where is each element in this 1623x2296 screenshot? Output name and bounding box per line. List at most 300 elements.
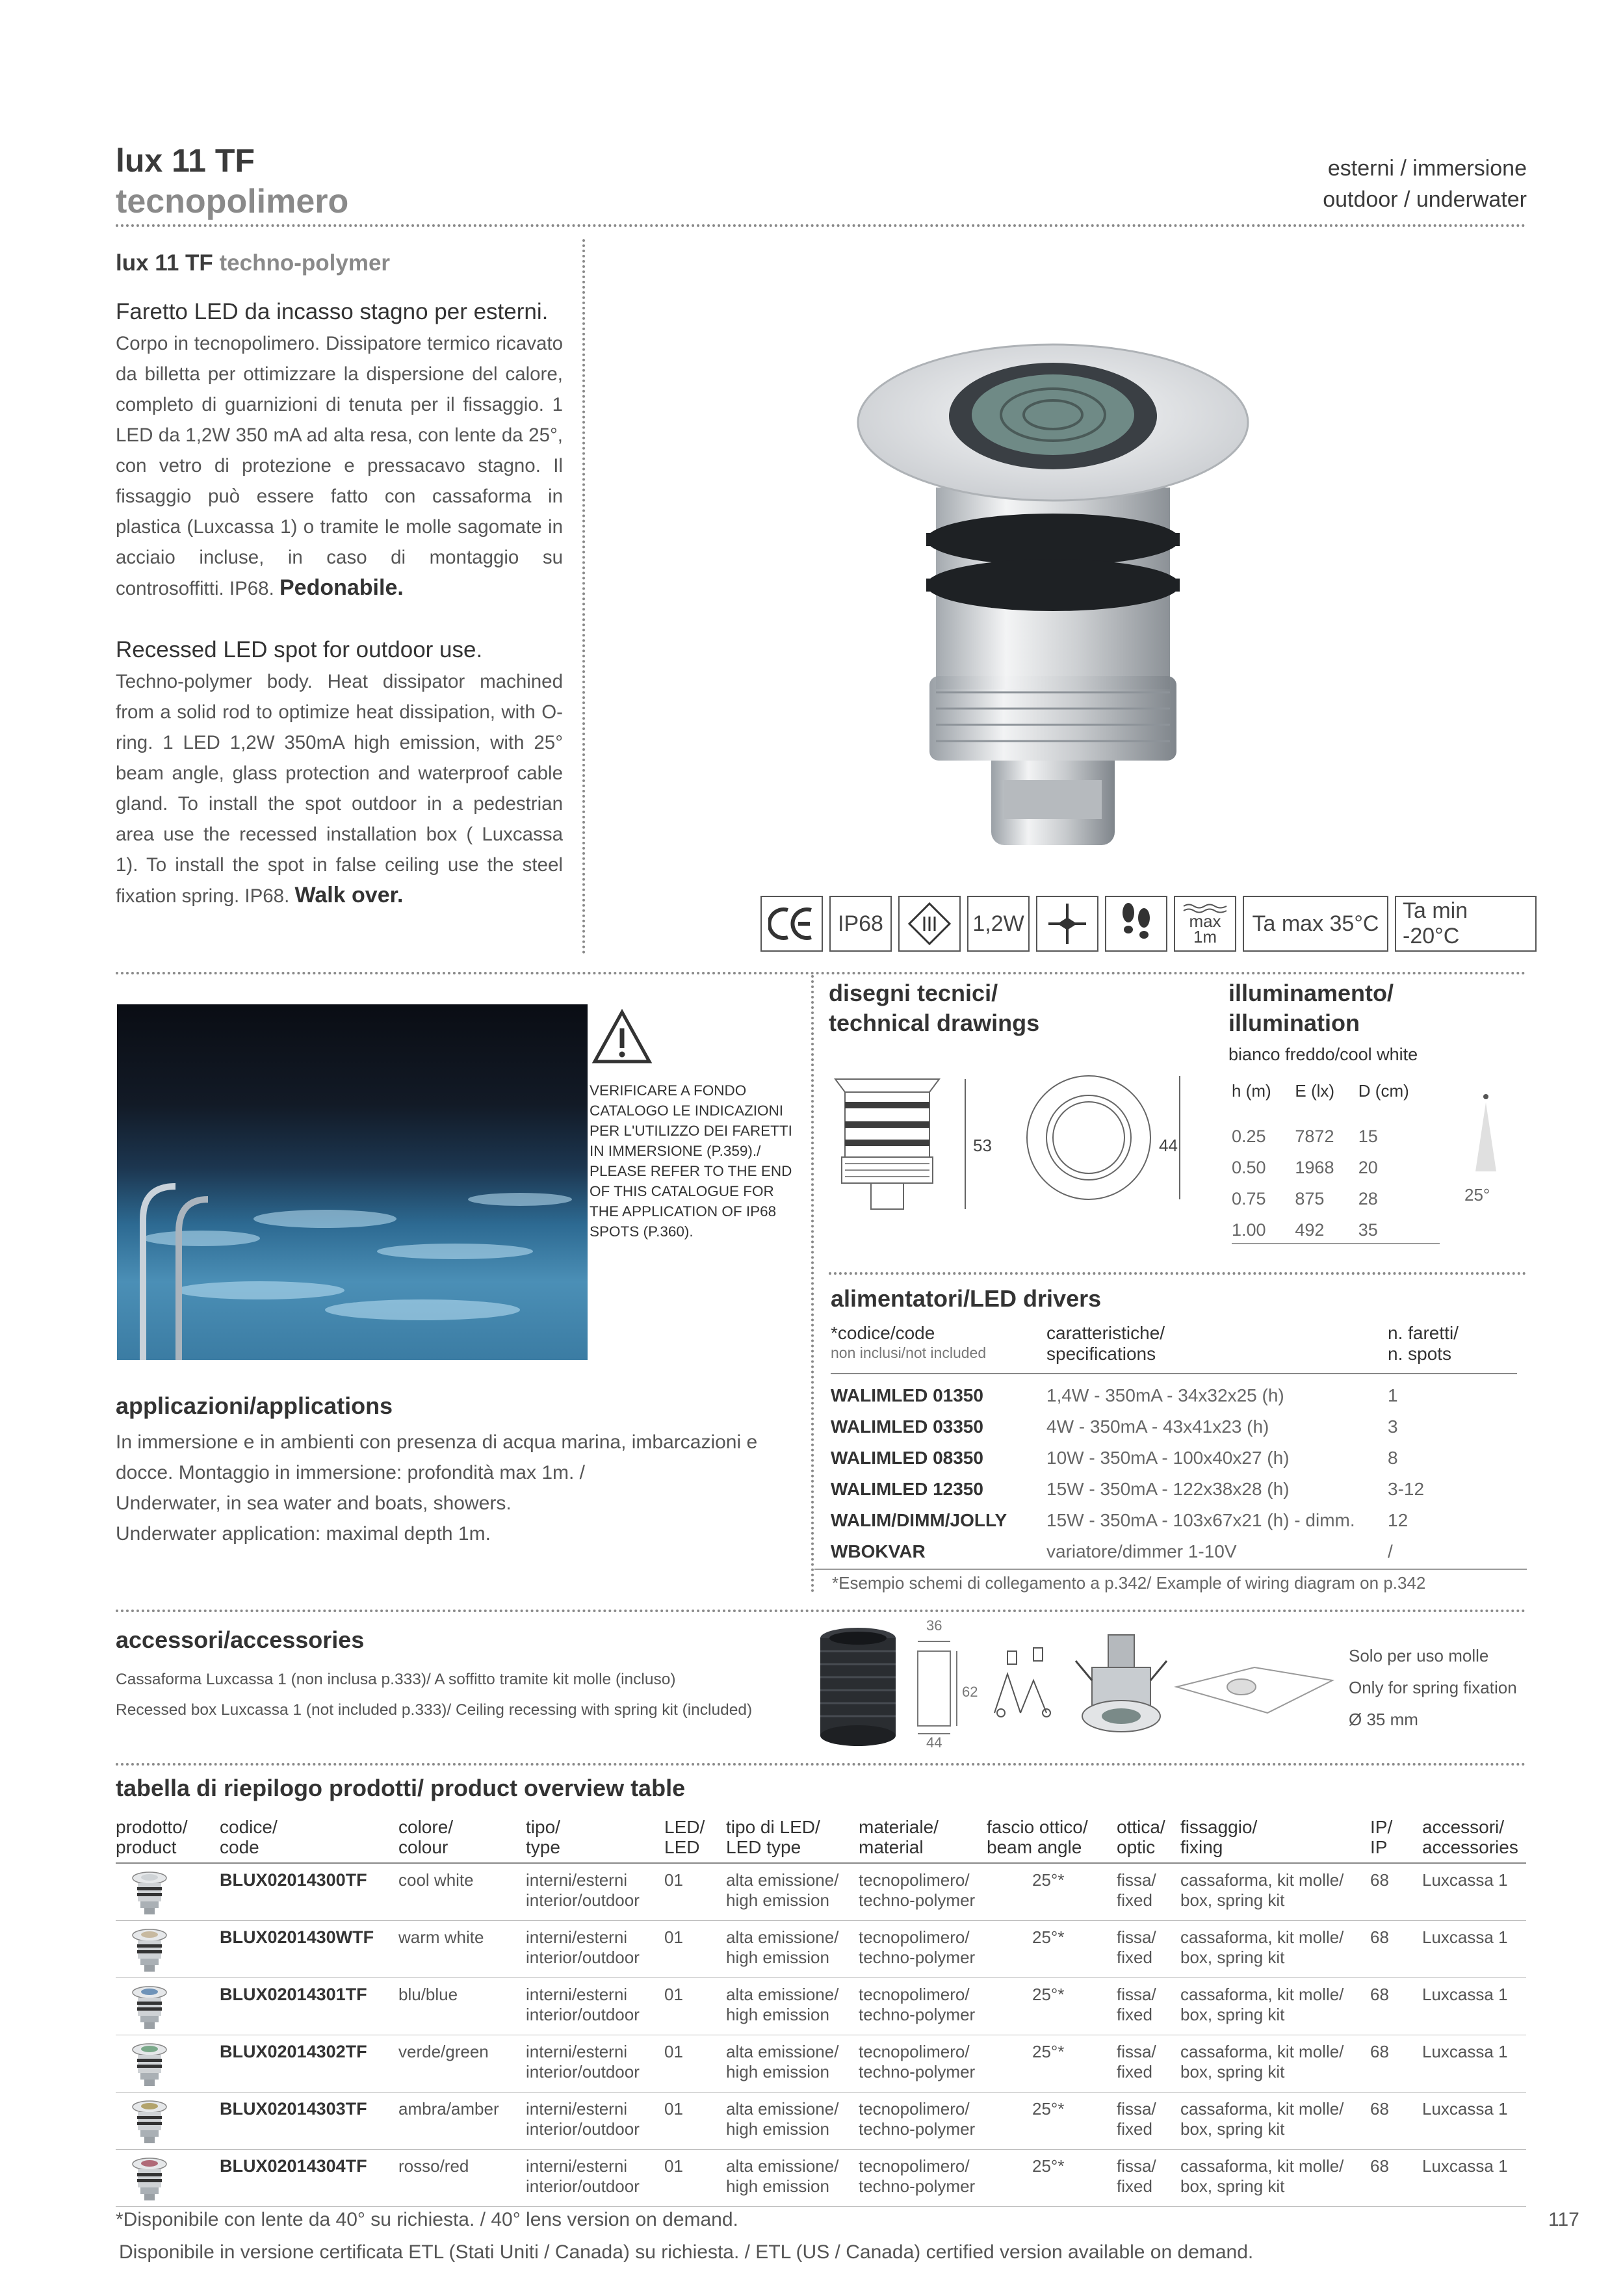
cell-line: interior/outdoor: [526, 1890, 640, 1910]
recessed-install-icon: [1036, 896, 1098, 952]
cell-line: cassaforma, kit molle/: [1180, 2042, 1344, 2061]
lens-swatch: [141, 2160, 158, 2167]
illumination-cell: 28: [1358, 1188, 1378, 1208]
drivers-header-spots-line: n. spots: [1388, 1344, 1452, 1364]
product-ip: 68: [1370, 2150, 1422, 2207]
cell-line: fixed: [1117, 2176, 1152, 2196]
drivers-footer-rule: [814, 1569, 1527, 1570]
product-optic: [1117, 1921, 1180, 1978]
product-led-count: 01: [664, 2035, 726, 2093]
accessories-line-en: Recessed box Luxcassa 1 (not included p.333)/ Ceiling recessing with spring kit (included): [116, 1701, 753, 1719]
driver-row: [831, 1536, 1517, 1567]
product-colour: rosso/red: [398, 2150, 526, 2207]
overview-header: [1117, 1817, 1180, 1863]
cell-line: fissa/: [1117, 2156, 1156, 2176]
footer-note-lens: *Disponibile con lente da 40° su richiesta. / 40° lens version on demand.: [116, 2209, 738, 2230]
overview-header: [526, 1817, 664, 1863]
header-divider: [116, 224, 1526, 227]
applications-line: Underwater, in sea water and boats, showers.: [116, 1493, 512, 1514]
overview-header-line: tipo/: [526, 1817, 560, 1837]
cell-line: fixed: [1117, 2119, 1152, 2139]
overview-header: [116, 1817, 220, 1863]
illumination-cell: 492: [1295, 1220, 1325, 1240]
driver-code: WALIMLED 01350: [831, 1385, 983, 1405]
table-row: [116, 1863, 1526, 1921]
illumination-row: [1232, 1214, 1440, 1246]
table-row: [116, 1978, 1526, 2035]
drivers-header-specs: [1046, 1323, 1165, 1364]
cell-line: cassaforma, kit molle/: [1180, 2156, 1344, 2176]
overview-header-line: LED/: [664, 1817, 705, 1837]
cell-line: high emission: [726, 1948, 829, 1967]
illumination-header: E (lx): [1295, 1080, 1335, 1101]
driver-spec: 15W - 350mA - 103x67x21 (h) - dimm.: [1046, 1510, 1355, 1530]
driver-spots: 3-12: [1388, 1479, 1425, 1499]
cell-line: fixed: [1117, 2005, 1152, 2024]
illumination-table: [1232, 1074, 1440, 1246]
accessory-note-line: Only for spring fixation: [1349, 1678, 1517, 1697]
product-fixing: [1180, 1978, 1370, 2035]
lens-swatch: [141, 1874, 158, 1881]
illumination-cell: 0.25: [1232, 1126, 1266, 1146]
cell-line: high emission: [726, 2062, 829, 2081]
footer-note-etl: Disponibile in versione certificata ETL (Stati Uniti / Canada) su richiesta. / ETL (US / Canada) certified version available on demand.: [119, 2241, 1254, 2263]
table-row: [116, 2093, 1526, 2150]
overview-header: [220, 1817, 398, 1863]
driver-code: WALIMLED 03350: [831, 1416, 983, 1437]
applications-title: applicazioni/applications: [116, 1392, 393, 1419]
ceiling-hole-drawing: [1176, 1667, 1332, 1713]
product-code: BLUX02014301TF: [220, 1978, 398, 2035]
cell-line: high emission: [726, 2119, 829, 2139]
product-thumbnail: [130, 2042, 169, 2087]
cell-line: interni/esterni: [526, 1985, 628, 2004]
accessory-dim-side: 62: [962, 1684, 978, 1700]
product-led-count: 01: [664, 2093, 726, 2150]
product-material: [859, 2035, 987, 2093]
page-number: 117: [1548, 2209, 1579, 2230]
cell-line: tecnopolimero/: [859, 1870, 970, 1890]
overview-header-line: fixing: [1180, 1837, 1223, 1857]
ta-min-badge: Ta min -20°C: [1395, 896, 1537, 952]
product-thumbnail: [130, 1927, 169, 1973]
drivers-header-rule: [831, 1373, 1517, 1374]
cell-line: high emission: [726, 2005, 829, 2024]
product-led-type: [726, 1921, 859, 1978]
illumination-cell: 1968: [1295, 1157, 1334, 1177]
cell-line: box, spring kit: [1180, 2176, 1285, 2196]
luxcassa-dimension-drawing: [918, 1641, 957, 1734]
product-ip: 68: [1370, 1921, 1422, 1978]
product-type: [526, 2150, 664, 2207]
cell-line: fissa/: [1117, 1870, 1156, 1890]
cell-line: fissa/: [1117, 1985, 1156, 2004]
product-accessories: Luxcassa 1: [1422, 2093, 1526, 2150]
cell-line: interni/esterni: [526, 1870, 628, 1890]
product-led-type: [726, 1978, 859, 2035]
applications-text: [116, 1427, 805, 1549]
product-code: BLUX02014302TF: [220, 2035, 398, 2093]
cell-line: tecnopolimero/: [859, 1927, 970, 1947]
product-material: [859, 1863, 987, 1921]
cell-line: interior/outdoor: [526, 2119, 640, 2139]
illumination-header: h (m): [1232, 1080, 1271, 1101]
product-led-count: 01: [664, 1921, 726, 1978]
spring-kit-image: [994, 1648, 1050, 1717]
description-it-end: Pedonabile.: [279, 575, 404, 600]
cell-line: alta emissione/: [726, 2099, 839, 2119]
driver-spec: 4W - 350mA - 43x41x23 (h): [1046, 1416, 1269, 1437]
cell-line: cassaforma, kit molle/: [1180, 1927, 1344, 1947]
product-accessories: Luxcassa 1: [1422, 1978, 1526, 2035]
applications-line: In immersione e in ambienti con presenza di acqua marina, imbarcazioni e docce. Montaggio in immersione: profondità max 1m. /: [116, 1431, 758, 1483]
product-optic: [1117, 2093, 1180, 2150]
product-optic: [1117, 2150, 1180, 2207]
drawing-flange: [835, 1079, 939, 1092]
cell-line: box, spring kit: [1180, 1948, 1285, 1967]
overview-header-line: colore/: [398, 1817, 454, 1837]
cell-line: cassaforma, kit molle/: [1180, 1870, 1344, 1890]
cell-line: interni/esterni: [526, 2099, 628, 2119]
accessory-dim-top: 36: [926, 1617, 942, 1634]
class-three-icon: [898, 896, 961, 952]
description-en-lead: Recessed LED spot for outdoor use.: [116, 637, 483, 662]
product-type: [526, 1921, 664, 1978]
cell-line: box, spring kit: [1180, 2005, 1285, 2024]
product-material-title: tecnopolimero: [116, 183, 349, 220]
product-fixing: [1180, 1863, 1370, 1921]
drivers-title: alimentatori/LED drivers: [831, 1285, 1102, 1312]
drivers-header-spots: [1388, 1323, 1459, 1364]
product-led-type: [726, 1863, 859, 1921]
product-optic: [1117, 1978, 1180, 2035]
driver-row: [831, 1442, 1517, 1474]
drawings-title: [829, 978, 1039, 1038]
overview-header-line: ottica/: [1117, 1817, 1165, 1837]
overview-header-line: IP/: [1370, 1817, 1393, 1837]
product-code: BLUX02014300TF: [220, 1863, 398, 1921]
subtitle-grey: techno-polymer: [219, 250, 391, 276]
accessory-dim-bottom: 44: [926, 1734, 942, 1751]
description-english: [116, 634, 563, 911]
product-accessories: Luxcassa 1: [1422, 1921, 1526, 1978]
product-beam-angle: 25°*: [987, 1978, 1117, 2035]
overview-header-line: beam angle: [987, 1837, 1082, 1857]
cell-line: fixed: [1117, 1948, 1152, 1967]
cell-line: alta emissione/: [726, 1985, 839, 2004]
illumination-cell: 875: [1295, 1188, 1325, 1208]
overview-header: [1422, 1817, 1526, 1863]
overview-table: [116, 1817, 1526, 2207]
product-led-count: 01: [664, 2150, 726, 2207]
drivers-header-code: *codice/code: [831, 1323, 935, 1343]
overview-header-row: [116, 1817, 1526, 1863]
driver-spec: 10W - 350mA - 100x40x27 (h): [1046, 1448, 1290, 1468]
cell-line: techno-polymer: [859, 2005, 976, 2024]
category-it: esterni / immersione: [1327, 156, 1527, 181]
product-code: BLUX0201430WTF: [220, 1921, 398, 1978]
overview-header-line: codice/: [220, 1817, 278, 1837]
driver-spots: 12: [1388, 1510, 1409, 1530]
driver-spec: variatore/dimmer 1-10V: [1046, 1541, 1237, 1561]
overview-header: [1370, 1817, 1422, 1863]
product-type: [526, 1978, 664, 2035]
driver-spec: 15W - 350mA - 122x38x28 (h): [1046, 1479, 1290, 1499]
product-photo: [838, 338, 1293, 871]
product-colour: blu/blue: [398, 1978, 526, 2035]
product-material: [859, 1978, 987, 2035]
illumination-title-it: illuminamento/: [1228, 980, 1394, 1006]
product-type: [526, 2093, 664, 2150]
driver-code: WBOKVAR: [831, 1541, 926, 1561]
drivers-header-spots-line: n. faretti/: [1388, 1323, 1459, 1343]
product-beam-angle: 25°*: [987, 2093, 1117, 2150]
illumination-cell: 15: [1358, 1126, 1378, 1146]
max-depth-value: 1m: [1193, 927, 1217, 946]
product-colour: warm white: [398, 1921, 526, 1978]
cell-line: techno-polymer: [859, 2119, 976, 2139]
cell-line: box, spring kit: [1180, 2119, 1285, 2139]
overview-divider: [116, 1763, 1526, 1766]
cell-line: interior/outdoor: [526, 2176, 640, 2196]
drivers-header-specs-line: specifications: [1046, 1344, 1156, 1364]
overview-header-line: product: [116, 1837, 177, 1857]
product-accessories: Luxcassa 1: [1422, 1863, 1526, 1921]
cell-line: tecnopolimero/: [859, 2042, 970, 2061]
cell-line: interni/esterni: [526, 2156, 628, 2176]
overview-header-line: accessories: [1422, 1837, 1518, 1857]
product-thumbnail: [130, 2099, 169, 2145]
product-ip: 68: [1370, 1978, 1422, 2035]
cell-line: tecnopolimero/: [859, 2156, 970, 2176]
description-en-body: Techno-polymer body. Heat dissipator machined from a solid rod to optimize heat dissipation, with O-ring. 1 LED 1,2W 350mA high emission, with 25° beam angle, glass protection and waterproof cable gland. To install the spot outdoor in a pedestrian area use the recessed installation box ( Luxcassa 1). To install the spot in false ceiling use the steel fixation spring. IP68.: [116, 671, 563, 907]
cell-line: box, spring kit: [1180, 1890, 1285, 1910]
driver-code: WALIM/DIMM/JOLLY: [831, 1510, 1007, 1530]
cell-line: fissa/: [1117, 1927, 1156, 1947]
cell-line: fixed: [1117, 1890, 1152, 1910]
accessory-note-line: Ø 35 mm: [1349, 1710, 1418, 1729]
product-thumbnail: [130, 1870, 169, 1916]
light-cone-icon: [1470, 1093, 1503, 1184]
product-thumbnail-cell: [116, 1863, 220, 1921]
product-optic: [1117, 2035, 1180, 2093]
overview-header-line: prodotto/: [116, 1817, 188, 1837]
illumination-title: [1228, 978, 1394, 1038]
table-row: [116, 2150, 1526, 2207]
driver-code: WALIMLED 12350: [831, 1479, 983, 1499]
accessories-drawings: [812, 1622, 1345, 1752]
product-thumbnail-cell: [116, 2093, 220, 2150]
illumination-cell: 1.00: [1232, 1220, 1266, 1240]
drawing-diameter-dimension: 44: [1159, 1136, 1178, 1155]
overview-header-line: materiale/: [859, 1817, 939, 1837]
overview-header-line: code: [220, 1837, 259, 1857]
beam-angle-label: 25°: [1464, 1185, 1490, 1205]
driver-spots: 1: [1388, 1385, 1398, 1405]
overview-header: [859, 1817, 987, 1863]
cell-line: techno-polymer: [859, 1948, 976, 1967]
product-ip: 68: [1370, 1863, 1422, 1921]
overview-header: [1180, 1817, 1370, 1863]
drawing-cable-gland: [871, 1183, 903, 1209]
overview-header: [664, 1817, 726, 1863]
cell-line: fixed: [1117, 2062, 1152, 2081]
overview-header-line: type: [526, 1837, 560, 1857]
product-thumbnail-cell: [116, 1978, 220, 2035]
drawing-top-view: [1027, 1076, 1150, 1199]
product-type: [526, 2035, 664, 2093]
overview-header-line: tipo di LED/: [726, 1817, 820, 1837]
driver-spots: /: [1388, 1541, 1393, 1561]
cell-line: interior/outdoor: [526, 2062, 640, 2081]
overview-header-line: material: [859, 1837, 924, 1857]
product-beam-angle: 25°*: [987, 2035, 1117, 2093]
cell-line: box, spring kit: [1180, 2062, 1285, 2081]
immersion-warning-text: VERIFICARE A FONDO CATALOGO LE INDICAZIONI PER L'UTILIZZO DEI FARETTI IN IMMERSIONE (P.359)./ PLEASE REFER TO THE END OF THIS CATALOGUE FOR THE APPLICATION OF IP68 SPOTS (P.360).: [590, 1082, 792, 1240]
product-code: BLUX02014303TF: [220, 2093, 398, 2150]
spec-icons-row: [760, 896, 1537, 952]
description-italian: [116, 296, 563, 604]
drivers-header-code-note: non inclusi/not included: [831, 1344, 987, 1361]
illumination-title-en: illumination: [1228, 1010, 1360, 1036]
product-beam-angle: 25°*: [987, 2150, 1117, 2207]
illumination-cell: 7872: [1295, 1126, 1334, 1146]
ce-mark-icon: [760, 896, 823, 952]
overview-header-line: IP: [1370, 1837, 1388, 1857]
cell-line: tecnopolimero/: [859, 1985, 970, 2004]
product-optic: [1117, 1863, 1180, 1921]
drivers-table: [831, 1380, 1517, 1567]
cell-line: cassaforma, kit molle/: [1180, 2099, 1344, 2119]
product-thumbnail-cell: [116, 1921, 220, 1978]
product-led-type: [726, 2035, 859, 2093]
lens-swatch: [141, 1931, 158, 1938]
cell-line: techno-polymer: [859, 2062, 976, 2081]
driver-spots: 8: [1388, 1448, 1398, 1468]
cell-line: interni/esterni: [526, 2042, 628, 2061]
cell-line: techno-polymer: [859, 2176, 976, 2196]
product-led-count: 01: [664, 1978, 726, 2035]
cell-line: interior/outdoor: [526, 1948, 640, 1967]
drivers-header-specs-line: caratteristiche/: [1046, 1323, 1165, 1343]
accessory-note-line: Solo per uso molle: [1349, 1646, 1489, 1665]
overview-header-line: LED: [664, 1837, 700, 1857]
cell-line: fissa/: [1117, 2099, 1156, 2119]
product-code: BLUX02014304TF: [220, 2150, 398, 2207]
section-divider: [116, 972, 1526, 974]
accessories-divider: [116, 1610, 1526, 1612]
table-row: [116, 2035, 1526, 2093]
overview-header-line: fascio ottico/: [987, 1817, 1088, 1837]
product-type: [526, 1863, 664, 1921]
driver-row: [831, 1380, 1517, 1411]
cell-line: high emission: [726, 1890, 829, 1910]
product-led-type: [726, 2093, 859, 2150]
product-title: lux 11 TF: [116, 142, 255, 179]
illumination-header: D (cm): [1358, 1080, 1409, 1101]
cell-line: interior/outdoor: [526, 2005, 640, 2024]
description-it-lead: Faretto LED da incasso stagno per esterni.: [116, 299, 549, 324]
product-led-type: [726, 2150, 859, 2207]
product-accessories: Luxcassa 1: [1422, 2035, 1526, 2093]
illumination-row: [1232, 1152, 1440, 1183]
illumination-cell: 0.50: [1232, 1157, 1266, 1177]
cell-line: tecnopolimero/: [859, 2099, 970, 2119]
product-colour: verde/green: [398, 2035, 526, 2093]
cell-line: techno-polymer: [859, 1890, 976, 1910]
driver-row: [831, 1474, 1517, 1505]
luxcassa-box-image: [820, 1628, 896, 1746]
warning-icon: [591, 1009, 653, 1065]
overview-header: [398, 1817, 526, 1863]
lower-column-divider: [811, 975, 814, 1593]
overview-header-line: LED type: [726, 1837, 801, 1857]
illumination-cell: 20: [1358, 1157, 1378, 1177]
lens-swatch: [141, 2046, 158, 2052]
spot-with-springs-image: [1076, 1635, 1167, 1732]
product-material: [859, 2093, 987, 2150]
product-fixing: [1180, 1921, 1370, 1978]
driver-spots: 3: [1388, 1416, 1398, 1437]
product-thumbnail-cell: [116, 2150, 220, 2207]
product-fixing: [1180, 2035, 1370, 2093]
illumination-header-row: [1232, 1074, 1440, 1108]
illumination-cell: 0.75: [1232, 1188, 1266, 1208]
drivers-divider: [829, 1272, 1526, 1275]
cell-line: alta emissione/: [726, 2156, 839, 2176]
driver-row: [831, 1505, 1517, 1536]
product-fixing: [1180, 2150, 1370, 2207]
max-label: max: [1189, 911, 1221, 931]
cell-line: high emission: [726, 2176, 829, 2196]
driver-code: WALIMLED 08350: [831, 1448, 983, 1468]
technical-drawing: [829, 1066, 1193, 1235]
ta-max-badge: Ta max 35°C: [1243, 896, 1388, 952]
overview-header: [726, 1817, 859, 1863]
product-colour: cool white: [398, 1863, 526, 1921]
product-accessories: Luxcassa 1: [1422, 2150, 1526, 2207]
illumination-cell: 35: [1358, 1220, 1378, 1240]
category-en: outdoor / underwater: [1323, 187, 1527, 212]
description-it-body: Corpo in tecnopolimero. Dissipatore termico ricavato da billetta per ottimizzare la dispersione del calore, completo di guarnizioni di tenuta per il fissaggio. 1 LED da 1,2W 350 mA ad alta resa, con lente da 25°, con vetro di protezione e pressacavo stagno. Il fissaggio può essere fatto con cassaforma in plastica (Luxcassa 1) o tramite le molle sagomate in acciaio incluse, in caso di montaggio su controsoffitti. IP68.: [116, 333, 563, 599]
driver-row: [831, 1411, 1517, 1442]
drawings-title-en: technical drawings: [829, 1010, 1040, 1036]
product-material: [859, 2150, 987, 2207]
product-led-count: 01: [664, 1863, 726, 1921]
illumination-row: [1232, 1121, 1440, 1152]
product-fixing: [1180, 2093, 1370, 2150]
cell-line: interni/esterni: [526, 1927, 628, 1947]
walk-over-icon: [1105, 896, 1167, 952]
cell-line: cassaforma, kit molle/: [1180, 1985, 1344, 2004]
drawings-title-it: disegni tecnici/: [829, 980, 998, 1006]
illumination-subtitle: bianco freddo/cool white: [1228, 1045, 1418, 1064]
product-material: [859, 1921, 987, 1978]
lens-swatch: [141, 1989, 158, 1995]
cell-line: alta emissione/: [726, 2042, 839, 2061]
column-divider: [582, 239, 585, 954]
accessories-line-it: Cassaforma Luxcassa 1 (non inclusa p.333)/ A soffitto tramite kit molle (incluso): [116, 1671, 676, 1688]
subtitle-bold: lux 11 TF: [116, 250, 213, 276]
applications-line: Underwater application: maximal depth 1m.: [116, 1523, 491, 1545]
pool-photo: [117, 1004, 588, 1360]
cell-line: fissa/: [1117, 2042, 1156, 2061]
overview-header-line: optic: [1117, 1837, 1156, 1857]
illumination-table-rule: [1232, 1243, 1440, 1244]
ip-rating-badge: IP68: [829, 896, 892, 952]
illumination-row: [1232, 1183, 1440, 1214]
description-en-end: Walk over.: [294, 883, 404, 907]
